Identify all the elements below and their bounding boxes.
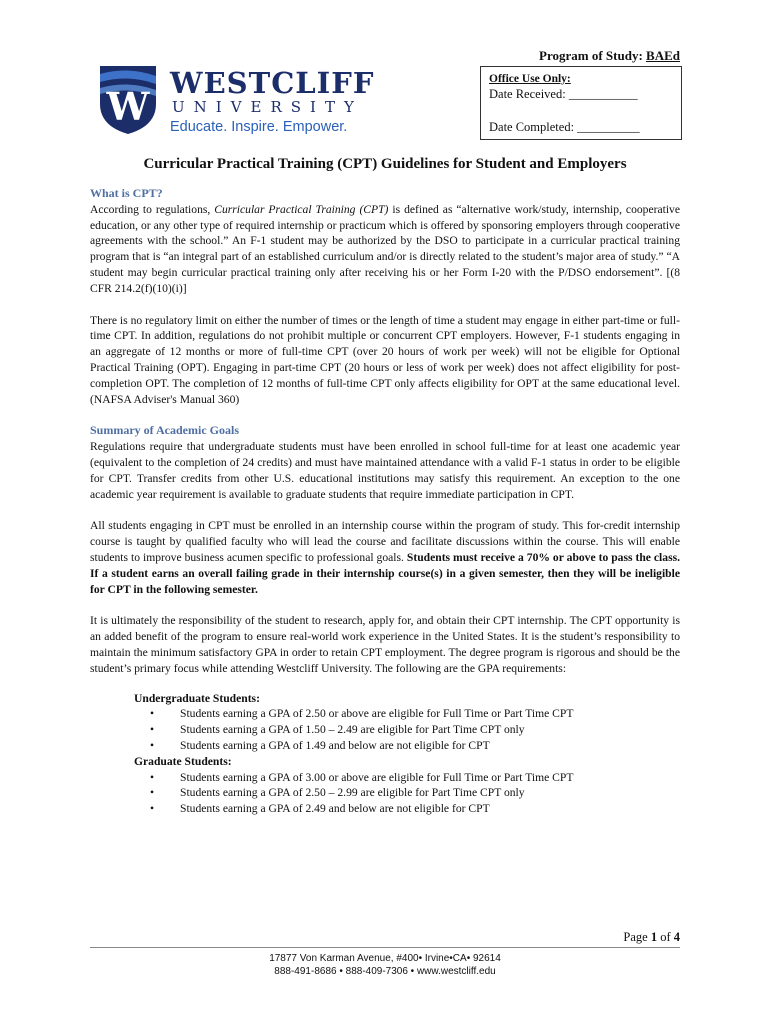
bullet: • [150,770,155,784]
list-item-text: Students earning a GPA of 2.49 and below are not eligible for CPT [180,802,490,816]
date-completed: Date Completed: __________ [489,120,640,134]
footer-address: 17877 Von Karman Avenue, #400• Irvine•CA• 92614 [269,953,501,964]
list-item [134,738,680,754]
bullet: • [150,707,155,721]
bullet: • [150,786,155,800]
university-logo [98,64,388,138]
list-item [134,770,680,786]
page-number [623,930,680,945]
graduate-list [134,770,680,817]
program-label: Program of Study: [539,48,647,63]
list-item-text: Students earning a GPA of 2.50 or above are eligible for Full Time or Part Time CPT [180,707,574,721]
footer-contact: 888-491-8686 • 888-409-7306 • www.westcliff.edu [274,966,496,977]
list-item [134,801,680,817]
footer-divider [90,947,680,948]
bullet: • [150,802,155,816]
list-item-text: Students earning a GPA of 3.00 or above are eligible for Full Time or Part Time CPT [180,770,574,784]
definition-text-a: According to regulations, [90,202,215,216]
document-body [90,186,680,817]
paragraph-requirements: Regulations require that undergraduate students must have been enrolled in school full-time for at least one academic year (equivalent to the completion of 24 credits) and must have maintained attendance with a valid F-1 status in order to be eligible for CPT. Transfer credits from other U.S. educational institutions may satisfy this requirement. An exception to the one academic year requirement is available to graduate students that require immediate participation in CPT. [90,440,680,501]
paragraph-internship-course [90,518,680,597]
undergraduate-list [134,706,680,753]
definition-text-b: is defined as “alternative work/study, internship, cooperative education, or any other type of required internship or practicum which is offered by sponsoring employers through cooperative agreements with the school.” An F-1 student may be authorized by the DSO to participate in a curricular practical training program that is “an integral part of an established curriculum and/or is directly related to the student’s major area of study.” “A student may begin curricular practical training only after receiving his or her Form I-20 with the P/DSO endorsement”. [(8 CFR 214.2(f)(10)(i)] [90,202,681,295]
page-label: Page [623,930,651,944]
section-heading-summary: Summary of Academic Goals [90,423,239,438]
office-use-box [480,66,682,140]
page-total: 4 [673,930,680,944]
logo-name: WESTCLIFF [170,66,375,100]
date-received: Date Received: ___________ [489,87,638,101]
office-use-title: Office Use Only: [489,73,571,85]
paragraph-definition [90,202,680,297]
logo-tagline: Educate. Inspire. Empower. [170,119,348,135]
internship-text: All students engaging in CPT must be enrolled in an internship course within the program of study. This for-credit internship course is taught by qualified faculty who will lead the course and facilitate discussions within the course. This will enable students to improve business acumen specific to professional goals. [90,519,680,564]
list-item [134,722,680,738]
page-current: 1 [650,930,658,944]
internship-grade-rule: Students must receive a 70% or above to pass the class. If a student earns an overall failing grade in their internship course(s) in a given semester, then they will be ineligible for CPT in the following semester. [90,550,680,596]
list-item-text: Students earning a GPA of 2.50 – 2.99 are eligible for Part Time CPT only [180,786,525,800]
undergraduate-heading: Undergraduate Students: [134,691,260,705]
document-title: Curricular Practical Training (CPT) Guidelines for Student and Employers [143,156,627,172]
bullet: • [150,738,155,752]
list-item-text: Students earning a GPA of 1.50 – 2.49 are eligible for Part Time CPT only [180,723,525,737]
program-value: BAEd [646,48,680,63]
svg-text:W: W [106,84,150,129]
paragraph-responsibility: It is ultimately the responsibility of the student to research, apply for, and obtain their CPT internship. The CPT opportunity is an added benefit of the program to ensure real-world work experience in the United States. It is the student’s responsibility to maintain the minimum satisfactory GPA in order to retain CPT employment. The degree program is rigorous and should be the student’s primary focus while attending Westcliff University. The following are the GPA requirements: [90,614,680,675]
gpa-requirements [134,691,680,817]
bullet: • [150,723,155,737]
list-item [134,706,680,722]
definition-term: Curricular Practical Training (CPT) [214,202,389,216]
list-item [134,785,680,801]
graduate-heading: Graduate Students: [134,754,232,768]
logo-university: UNIVERSITY [172,98,363,116]
list-item-text: Students earning a GPA of 1.49 and below are not eligible for CPT [180,738,490,752]
program-of-study [539,48,680,64]
paragraph-limits: There is no regulatory limit on either the number of times or the length of time a student may engage in either part-time or full-time CPT. In addition, regulations do not prohibit multiple or concurrent CPT employers. However, F-1 students engaging in an aggregate of 12 months or more of full-time CPT (over 20 hours of work per week) will not be eligible for Optional Practical Training (OPT). Engaging in part-time CPT (20 hours or less of work per week) does not affect eligibility for post-completion OPT. The completion of 12 months of full-time CPT only affects eligibility for OPT at the same educational level. (NAFSA Adviser's Manual 360) [90,313,680,406]
section-heading-what-is-cpt: What is CPT? [90,186,163,200]
page-of: of [657,930,674,944]
westcliff-shield-logo-icon [98,64,158,136]
footer [0,952,770,978]
